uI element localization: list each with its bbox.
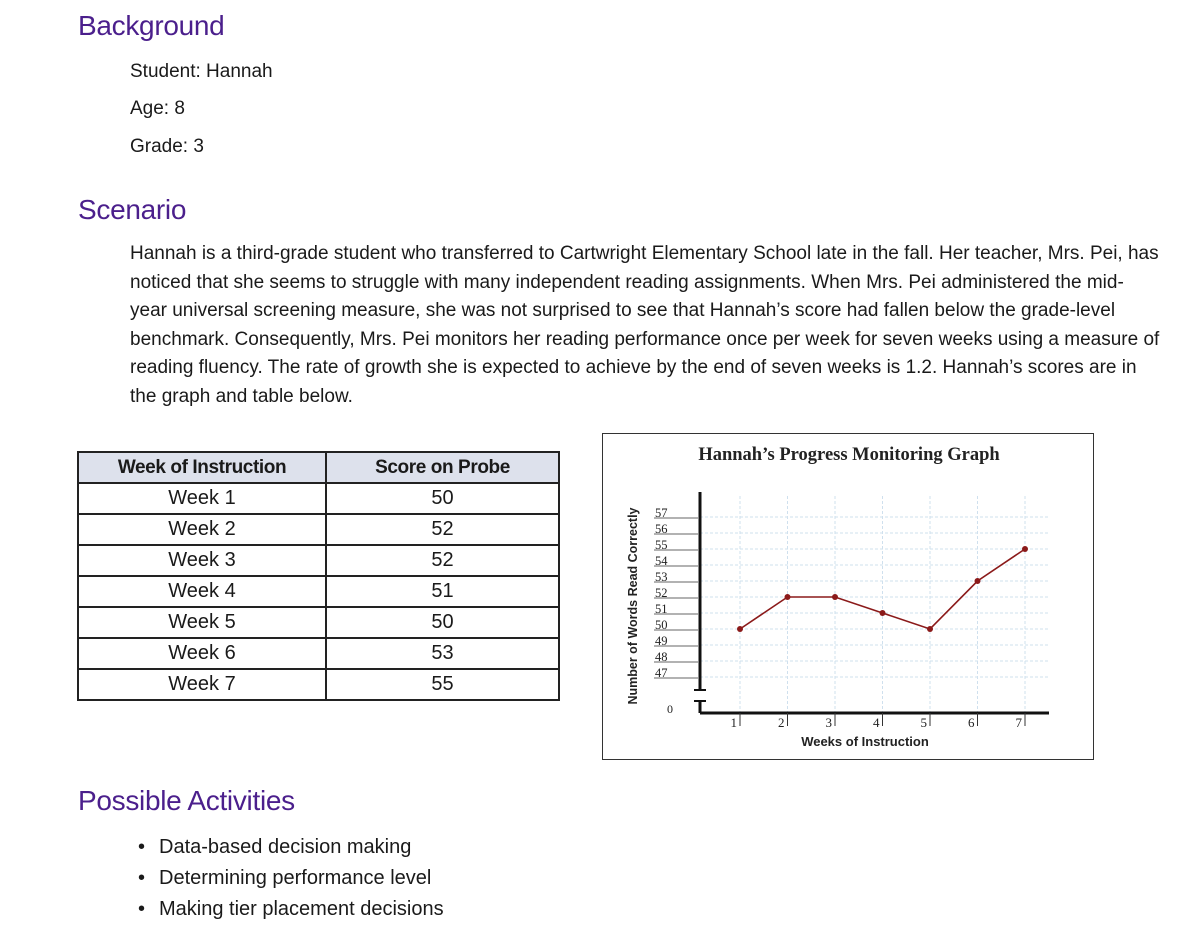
list-item-text: Data-based decision making bbox=[159, 836, 412, 858]
scenario-heading: Scenario bbox=[78, 194, 187, 225]
x-tick-label: 5 bbox=[920, 715, 927, 730]
y-tick-label: 57 bbox=[655, 506, 668, 520]
cell-week: Week 6 bbox=[78, 638, 326, 669]
table-row bbox=[78, 545, 559, 576]
cell-week: Week 7 bbox=[78, 669, 326, 700]
student-age: Age: 8 bbox=[130, 98, 185, 119]
y-zero-label: 0 bbox=[667, 702, 673, 716]
bullet-icon: • bbox=[138, 898, 146, 920]
x-tick-label: 7 bbox=[1015, 715, 1022, 730]
table-row bbox=[78, 669, 559, 700]
data-point bbox=[832, 594, 838, 600]
background-heading: Background bbox=[78, 10, 225, 41]
x-tick-label: 1 bbox=[730, 715, 737, 730]
y-tick-label: 52 bbox=[655, 586, 668, 600]
y-tick-label: 47 bbox=[655, 666, 668, 680]
bullet-icon: • bbox=[138, 836, 146, 858]
table-row bbox=[78, 514, 559, 545]
data-point bbox=[785, 594, 791, 600]
data-point bbox=[1022, 546, 1028, 552]
bullet-icon: • bbox=[138, 867, 146, 889]
student-grade: Grade: 3 bbox=[130, 136, 204, 157]
data-point bbox=[880, 610, 886, 616]
cell-score: 51 bbox=[326, 576, 559, 607]
list-item-text: Determining performance level bbox=[159, 867, 432, 889]
list-item bbox=[138, 863, 444, 894]
y-tick-label: 50 bbox=[655, 618, 668, 632]
data-point bbox=[975, 578, 981, 584]
table-row bbox=[78, 607, 559, 638]
table-row bbox=[78, 483, 559, 514]
table-row bbox=[78, 576, 559, 607]
scores-table bbox=[77, 451, 560, 701]
x-tick-label: 2 bbox=[778, 715, 785, 730]
header-score: Score on Probe bbox=[326, 452, 559, 483]
chart-xlabel: Weeks of Instruction bbox=[801, 734, 929, 749]
cell-score: 52 bbox=[326, 514, 559, 545]
cell-week: Week 2 bbox=[78, 514, 326, 545]
table-row bbox=[78, 638, 559, 669]
data-point bbox=[927, 626, 933, 632]
x-tick-label: 3 bbox=[825, 715, 832, 730]
cell-week: Week 5 bbox=[78, 607, 326, 638]
progress-chart-svg bbox=[603, 434, 1095, 761]
y-tick-label: 51 bbox=[655, 602, 668, 616]
y-tick-label: 49 bbox=[655, 634, 668, 648]
progress-chart bbox=[602, 433, 1094, 760]
cell-score: 53 bbox=[326, 638, 559, 669]
list-item-text: Making tier placement decisions bbox=[159, 898, 444, 920]
data-point bbox=[737, 626, 743, 632]
activities-heading: Possible Activities bbox=[78, 785, 295, 816]
cell-week: Week 4 bbox=[78, 576, 326, 607]
cell-week: Week 1 bbox=[78, 483, 326, 514]
cell-week: Week 3 bbox=[78, 545, 326, 576]
y-tick-label: 55 bbox=[655, 538, 668, 552]
chart-title: Hannah’s Progress Monitoring Graph bbox=[698, 445, 1000, 465]
list-item bbox=[138, 832, 444, 863]
x-tick-label: 6 bbox=[968, 715, 975, 730]
y-tick-label: 53 bbox=[655, 570, 668, 584]
list-item bbox=[138, 894, 444, 925]
y-tick-label: 54 bbox=[655, 554, 668, 568]
scenario-text: Hannah is a third-grade student who transferred to Cartwright Elementary School late in the fall. Her teacher, Mrs. Pei, has noticed that she seems to struggle with many independent reading assignments. When Mrs. Pei administered the mid-year universal screening measure, she was not surprised to see that Hannah’s score had fallen below the grade-level benchmark. Consequently, Mrs. Pei monitors her reading performance once per week for seven weeks using a measure of reading fluency. The rate of growth she is expected to achieve by the end of seven weeks is 1.2. Hannah’s scores are in the graph and table below. bbox=[130, 243, 1160, 407]
student-name: Student: Hannah bbox=[130, 61, 273, 82]
chart-ylabel: Number of Words Read Correctly bbox=[626, 507, 640, 705]
x-tick-label: 4 bbox=[873, 715, 880, 730]
table-header-row bbox=[78, 452, 559, 483]
header-week: Week of Instruction bbox=[78, 452, 326, 483]
activities-list bbox=[138, 832, 444, 925]
y-tick-label: 48 bbox=[655, 650, 668, 664]
y-tick-label: 56 bbox=[655, 522, 668, 536]
cell-score: 50 bbox=[326, 607, 559, 638]
cell-score: 55 bbox=[326, 669, 559, 700]
cell-score: 52 bbox=[326, 545, 559, 576]
cell-score: 50 bbox=[326, 483, 559, 514]
